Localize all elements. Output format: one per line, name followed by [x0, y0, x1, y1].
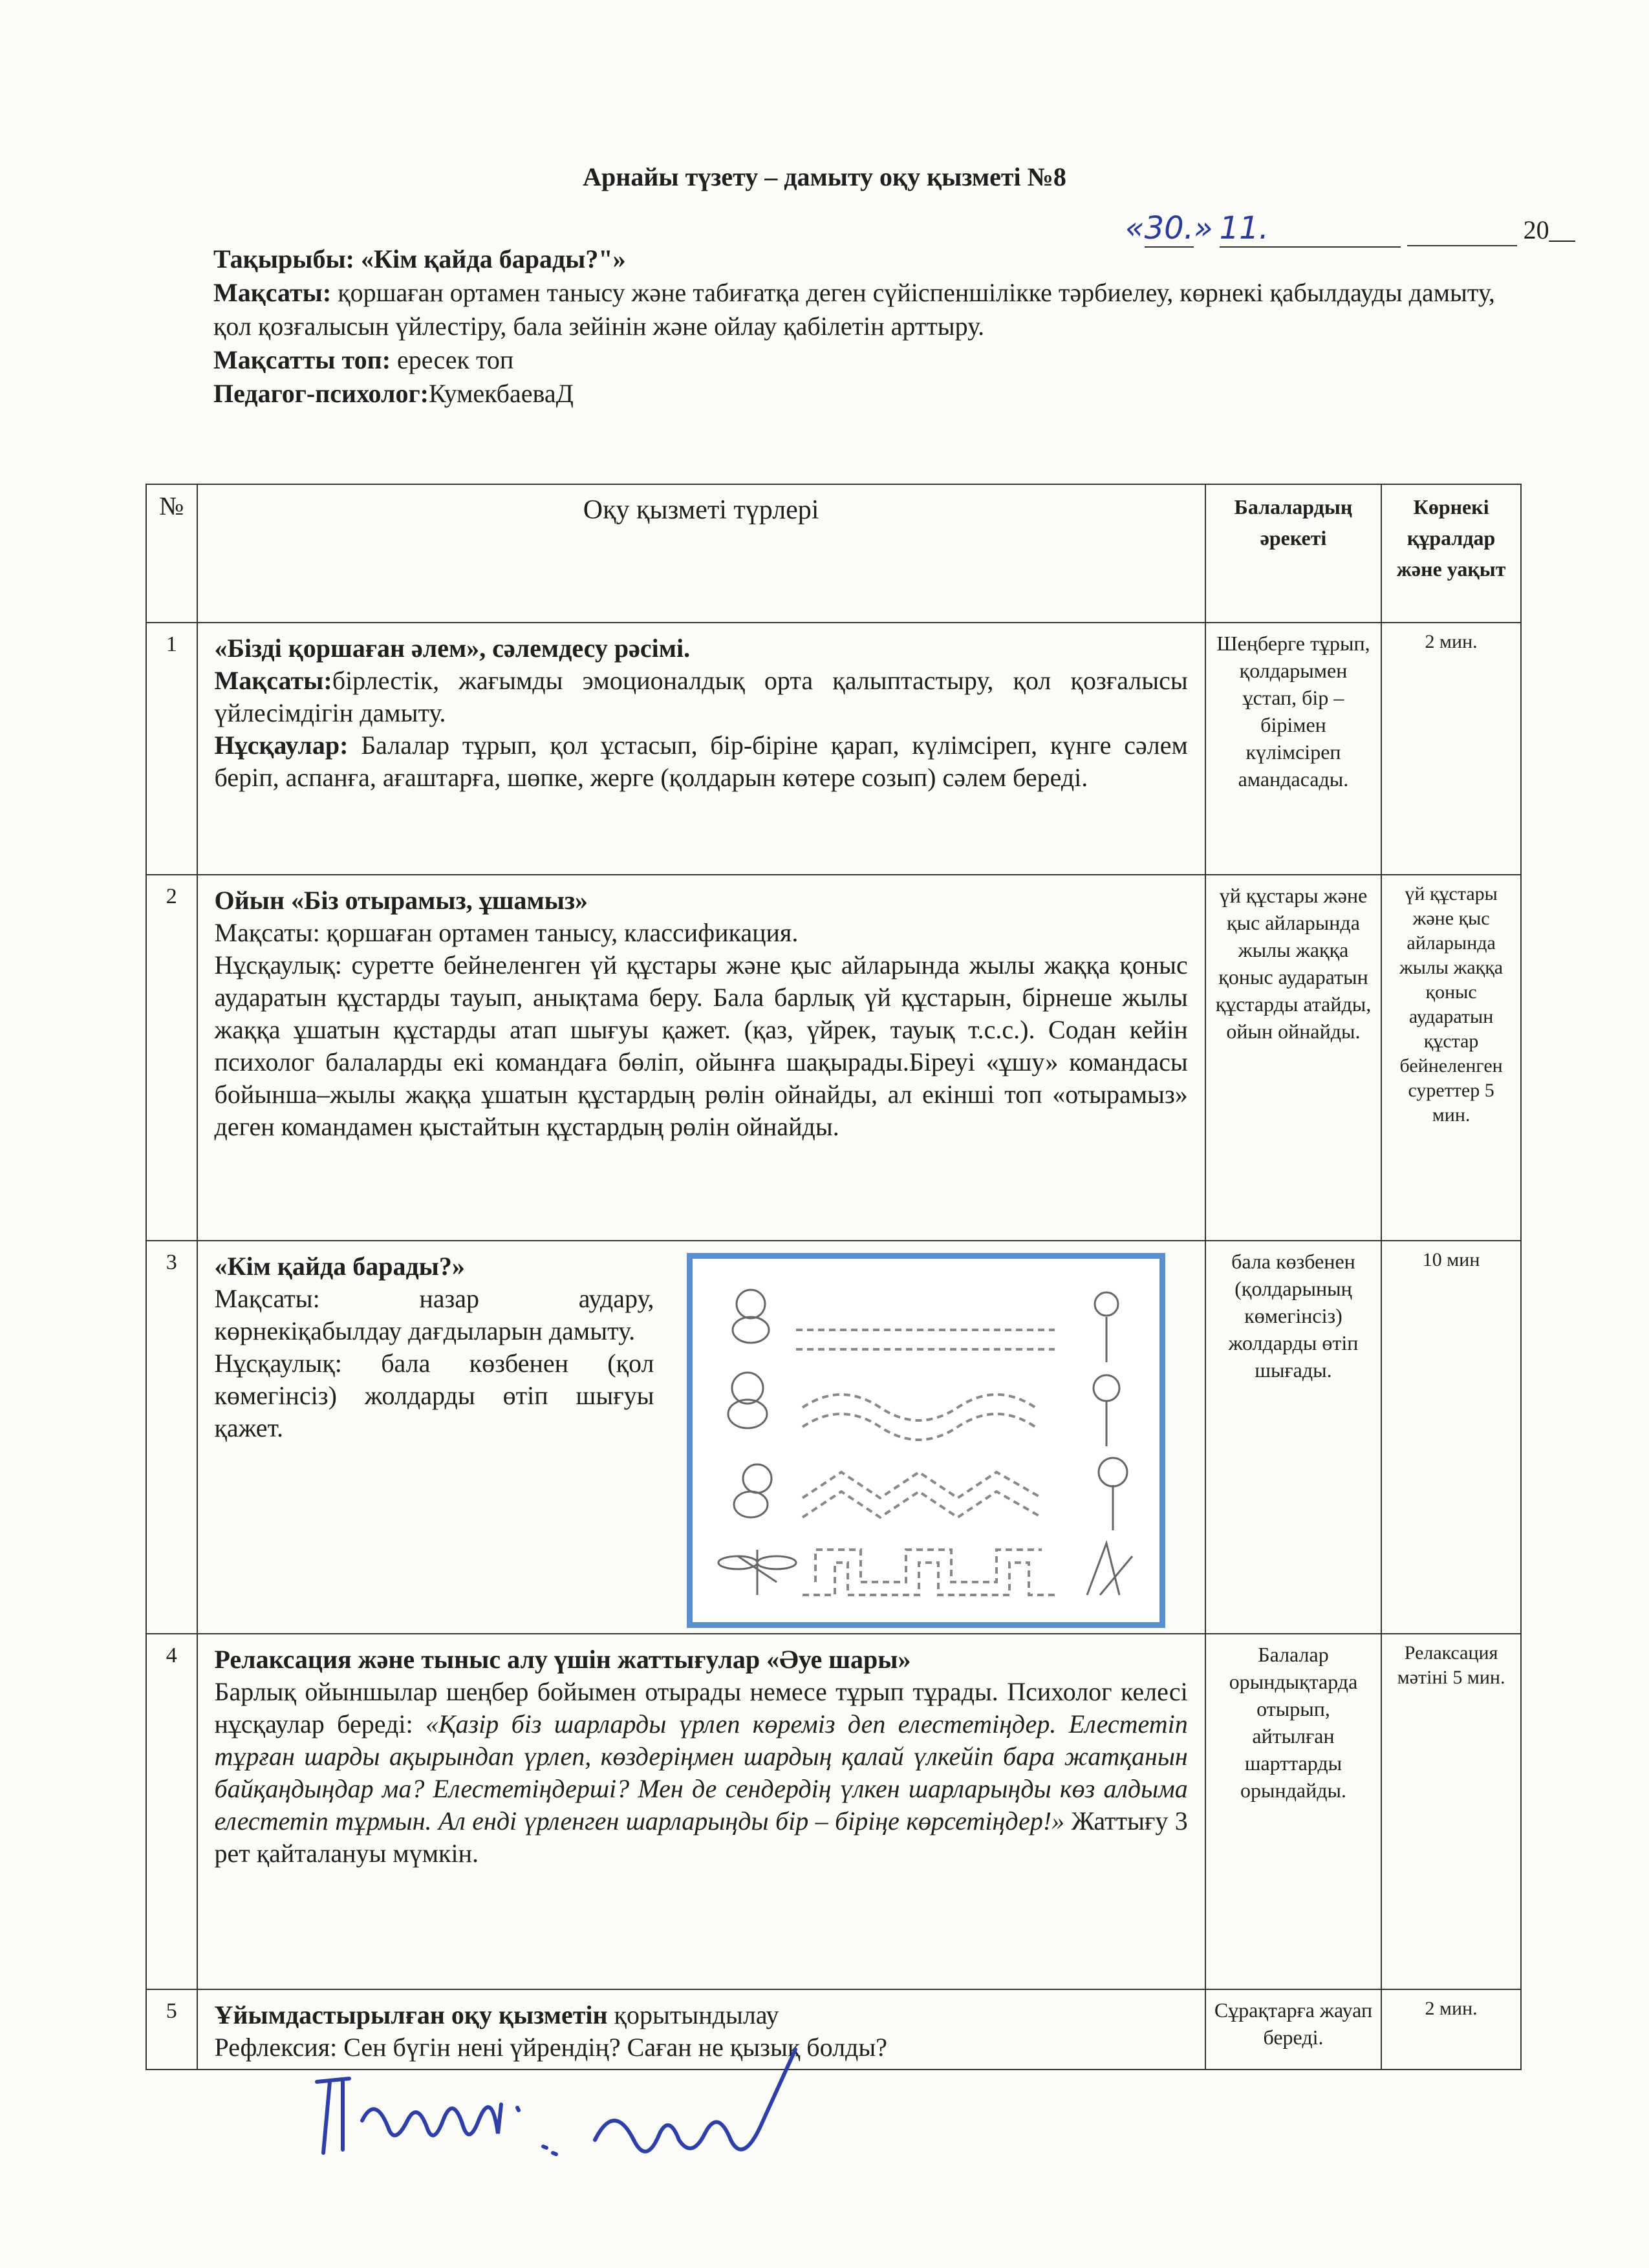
topic-line: [213, 242, 1500, 276]
goal-label: Мақсаты:: [213, 278, 332, 307]
document-title: Арнайы түзету – дамыту оқу қызметі №8: [583, 162, 1066, 191]
row-instr: Балалар тұрып, қол ұстасып, бір-біріне қарап, күлімсіреп, күнге сәлем беріп, аспанға, ағаштарға, шөпке, жерге (қолдарын көтере созып) сәлем береді.: [214, 731, 1188, 792]
row-instr: Нұсқаулық: бала көзбенен (қол көмегінсіз) жолдарды өтіп шығуы қажет.: [214, 1349, 654, 1442]
teacher-value: КумекбаеваД: [428, 379, 574, 408]
row-children-action: Сұрақтарға жауап береді.: [1205, 1989, 1381, 2070]
tulip-icon: [1094, 1375, 1119, 1401]
row-title: «Кім қайда барады?»: [214, 1252, 465, 1281]
row-goal: бірлестік, жағымды эмоционалдық орта қалыптастыру, қол қозғалысы үйлесімдігін дамыту.: [214, 666, 1188, 727]
handwritten-signature: [304, 2043, 886, 2185]
row-resources: Релаксация мәтіні 5 мин.: [1381, 1634, 1521, 1989]
maze-illustration: [693, 1259, 1159, 1622]
goal-value: қоршаған ортамен танысу және табиғатқа деген сүйіспеншілікке тәрбиелеу, көрнекі қабылдауды дамыту, қол қозғалысын үйлестіру, бала зейінін және ойлау қабілетін арттыру.: [213, 278, 1495, 341]
group-value: ересек топ: [397, 345, 514, 374]
ant-icon: [743, 1464, 771, 1493]
row-goal-label: Мақсаты:: [214, 666, 332, 695]
row-activity: [197, 623, 1205, 875]
date-blank: [1407, 215, 1517, 246]
date-day: 30.: [1144, 210, 1194, 246]
row-title: Ұйымдастырылған оқу қызметін: [214, 2000, 608, 2029]
row-reflection: Рефлексия: Сен бүгін нені үйрендің? Саған не қызық болды?: [214, 2033, 888, 2062]
row-resources: үй құстары және қыс айларында жылы жаққа қоныс аударатын құстар бейнеленген суреттер 5 мин.: [1381, 875, 1521, 1241]
row-title-rest: қорытындылау: [614, 2000, 779, 2029]
row-title: Релаксация және тыныс алу үшін жаттығулар «Әуе шары»: [214, 1645, 911, 1674]
topic-value: «Кім қайда барады?"»: [361, 244, 626, 273]
row-children-action: Шеңберге тұрып, қолдарымен ұстап, бір – бірімен күлімсіреп амандасады.: [1205, 623, 1381, 875]
goal-line: [213, 276, 1500, 343]
square-path: [815, 1550, 1042, 1582]
table-row: [146, 1241, 1521, 1634]
table-row: [146, 623, 1521, 875]
row-goal: Мақсаты: қоршаған ортамен танысу, классификация.: [214, 918, 799, 947]
teacher-label: Педагог-психолог:: [213, 379, 429, 408]
row-number: 1: [146, 623, 197, 875]
row-resources: 10 мин: [1381, 1241, 1521, 1634]
table-row: [146, 875, 1521, 1241]
row-title: Ойын «Біз отырамыз, ұшамыз»: [214, 886, 588, 915]
date-close-quote: »: [1193, 210, 1213, 246]
lesson-header: [213, 242, 1500, 411]
row-number: 3: [146, 1241, 197, 1634]
header-no: №: [146, 484, 197, 623]
date-year: 20__: [1523, 215, 1575, 244]
row-children-action: Балалар орындықтарда отырып, айтылған шарттарды орындайды.: [1205, 1634, 1381, 1989]
grass-icon: [1087, 1543, 1132, 1595]
bee-icon: [737, 1290, 765, 1318]
table-row: [146, 1634, 1521, 1989]
wave-path: [803, 1395, 1035, 1420]
row-children-action: үй құстары және қыс айларында жылы жаққа қоныс аударатын құстарды атайды, ойын ойнайды.: [1205, 875, 1381, 1241]
row-outro: Жаттығу 3 рет қайталануы мүмкін.: [214, 1806, 1188, 1868]
row-number: 4: [146, 1634, 197, 1989]
row-number: 5: [146, 1989, 197, 2070]
row-title: «Бізді қоршаған әлем», сәлемдесу рәсімі.: [214, 634, 691, 663]
row-number: 2: [146, 875, 197, 1241]
row-children-action: бала көзбенен (қолдарының көмегінсіз) жолдарды өтіп шығады.: [1205, 1241, 1381, 1634]
table-header-row: [146, 484, 1521, 623]
row-activity: [197, 1241, 1205, 1634]
group-line: [213, 343, 1500, 377]
date-open-quote: «: [1125, 210, 1145, 246]
row-instr: Нұсқаулық: суретте бейнеленген үй құстары және қыс айларында жылы жаққа қоныс аударатын құстарды тауып, анықтама беру. Бала барлық үй құстарын, бірнеше жылы жаққа ұшатын құстарды атап шығуы қажет. (қаз, үйрек, тауық т.с.с.). Содан кейін психолог балаларды екі командаға бөліп, ойынға шақырады.Біреуі «ұшу» командасы бойынша–жылы жаққа ұшатын құстардың рөлін ойнайды, ал екінші топ «отырамыз» деген командамен қыстайтын құстардың рөлін ойнайды.: [214, 950, 1188, 1141]
row-quote: «Қазір біз шарларды үрлеп көреміз деп елестетіңдер. Елестетіп тұрған шарды ақырындап үрлеп, көздеріңмен шардың қалай үлкейіп бара жатқанын байқаңдыңдар ма? Елестетіңдерші? Мен де сендердің үлкен шарларыңды көз алдыма елестетіп тұрмын. Ал енді үрленген шарларыңды бір – біріңе көрсетіңдер!»: [214, 1709, 1188, 1835]
row-resources: 2 мин.: [1381, 1989, 1521, 2070]
row-activity: [197, 1634, 1205, 1989]
header-activity: Оқу қызметі түрлері: [197, 484, 1205, 623]
teacher-line: [213, 377, 1500, 411]
header-children: Балалардың әрекеті: [1205, 484, 1381, 623]
group-label: Мақсатты топ:: [213, 345, 391, 374]
row-activity: [197, 875, 1205, 1241]
flower-icon: [1095, 1292, 1118, 1316]
activities-table: [146, 484, 1522, 2070]
row-resources: 2 мин.: [1381, 623, 1521, 875]
maze-picture: [687, 1253, 1165, 1628]
row-goal: Мақсаты: назар аудару, көрнекіқабылдау дағдыларын дамыту.: [214, 1284, 654, 1345]
date-month: 11.: [1220, 210, 1401, 248]
header-resources: Көрнекі құралдар және уақыт: [1381, 484, 1521, 623]
topic-label: Тақырыбы:: [213, 244, 354, 273]
row-instr-label: Нұсқаулар:: [214, 731, 349, 760]
daisy-icon: [1099, 1458, 1127, 1486]
row-intro: Барлық ойыншылар шеңбер бойымен отырады немесе тұрып тұрады. Психолог келесі нұсқаулар береді:: [214, 1677, 1188, 1738]
